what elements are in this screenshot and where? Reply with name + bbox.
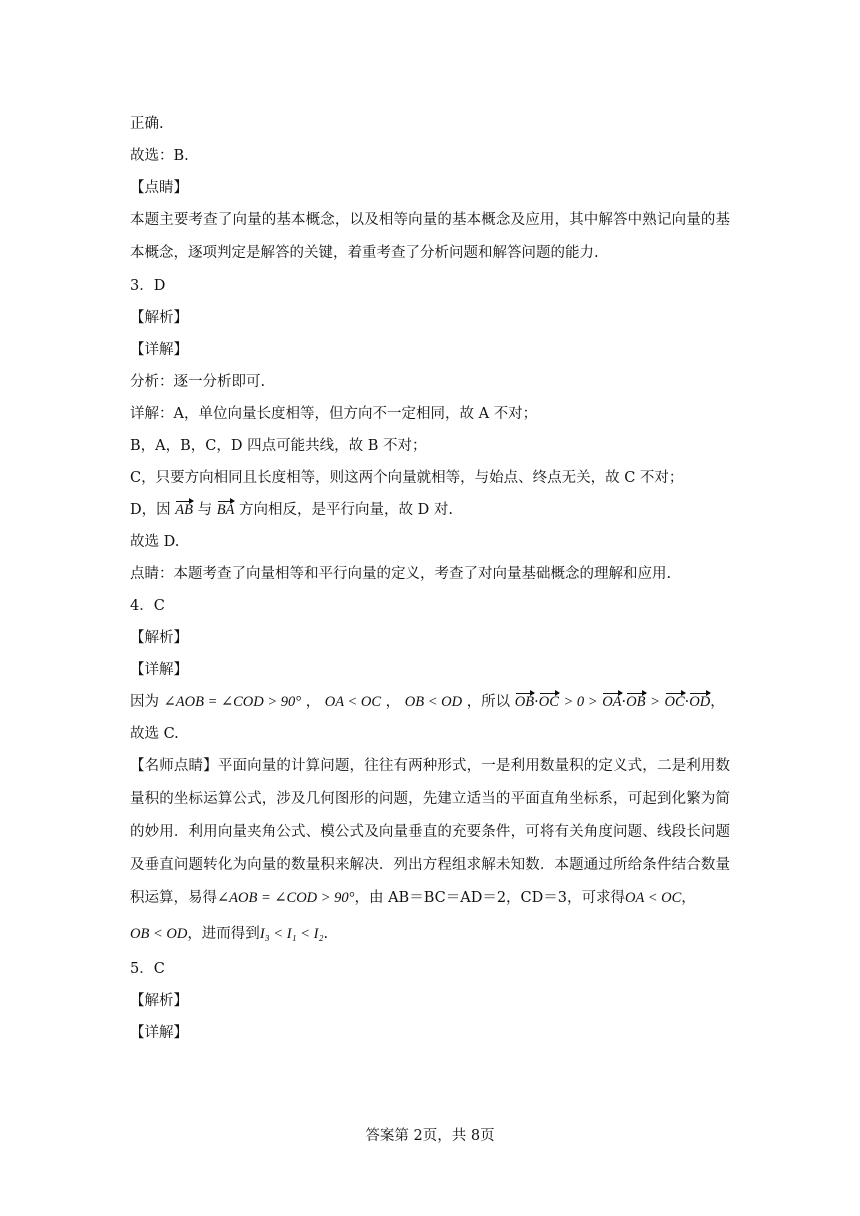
question-answer: 4．C bbox=[130, 598, 165, 614]
text-line: 故选：B. bbox=[130, 148, 189, 164]
vector-ba: BA bbox=[216, 502, 235, 518]
text-fragment: ，所以 bbox=[466, 694, 511, 710]
math-expression: ∠AOB = ∠COD > 90° bbox=[163, 694, 302, 710]
text-fragment: ，由 AB＝BC＝AD＝2，CD＝3，可求得 bbox=[354, 890, 625, 906]
text-fragment: 方向相反，是平行向量，故 D 对. bbox=[239, 502, 453, 518]
text-fragment: ， bbox=[710, 694, 725, 710]
section-heading: 【解析】 bbox=[130, 993, 188, 1009]
text-fragment: ，进而得到 bbox=[187, 926, 260, 942]
section-heading: 【详解】 bbox=[130, 1025, 188, 1041]
vector-ab: AB bbox=[175, 502, 193, 518]
text-line bbox=[130, 915, 730, 953]
vector-oc: OC bbox=[538, 694, 559, 710]
section-heading: 【点睛】 bbox=[130, 180, 188, 196]
section-heading: 【详解】 bbox=[130, 662, 188, 678]
paragraph: 本题主要考查了向量的基本概念，以及相等向量的基本概念及应用，其中解答中熟记向量的基本概念，逐项判定是解答的关键，着重考查了分析问题和解答问题的能力. bbox=[130, 212, 730, 261]
text-line: 故选 C. bbox=[130, 726, 179, 742]
text-fragment: ， bbox=[305, 694, 321, 710]
math-expression: > 0 > bbox=[563, 694, 598, 710]
text-line: 点睛：本题考查了向量相等和平行向量的定义，考查了对向量基础概念的理解和应用. bbox=[130, 566, 672, 582]
section-heading: 【解析】 bbox=[130, 310, 188, 326]
text-fragment: ， bbox=[385, 694, 401, 710]
text-line: 详解：A，单位向量长度相等，但方向不一定相同，故 A 不对； bbox=[130, 406, 538, 422]
text-fragment: 与 bbox=[197, 502, 213, 518]
text-line: 故选 D. bbox=[130, 534, 180, 550]
math-expression: OA < OC bbox=[324, 694, 382, 710]
page-footer: 答案第 2页，共 8页 bbox=[365, 1128, 495, 1144]
math-expression: ∠AOB = ∠COD > 90° bbox=[217, 890, 355, 906]
text-fragment: 因为 bbox=[130, 694, 159, 710]
vector-ob: OB bbox=[514, 694, 535, 710]
text-line: 正确. bbox=[130, 116, 164, 132]
math-expression: OB < OD bbox=[130, 926, 188, 942]
math-expression: > bbox=[650, 694, 660, 710]
text-line bbox=[130, 494, 730, 526]
text-line: B，A，B，C，D 四点可能共线，故 B 不对； bbox=[130, 438, 427, 454]
text-fragment: D，因 bbox=[130, 502, 171, 518]
paragraph bbox=[130, 750, 730, 915]
question-answer: 5．C bbox=[130, 961, 165, 977]
vector-ob: OB bbox=[626, 694, 646, 710]
vector-oa: OA bbox=[602, 694, 622, 710]
math-expression: I₃ < I₁ < I₂ bbox=[259, 926, 324, 942]
text-fragment: 【名师点睛】平面向量的计算问题，往往有两种形式，一是利用数量积的定义式，二是利用数量积的坐标运算公式，涉及几何图形的问题，先建立适当的平面直角坐标系，可起到化繁为简的妙用．利用向量夹角公式、模公式及向量垂直的充要条件，可将有关角度问题、线段长问题及垂直问题转化为向量的数量积来解决．列出方程组求解未知数．本题通过所给条件结合数量积运算，易得 bbox=[130, 758, 730, 906]
vector-od: OD bbox=[689, 694, 711, 710]
question-answer: 3．D bbox=[130, 278, 166, 294]
math-expression: OA < OC bbox=[625, 890, 682, 906]
section-heading: 【解析】 bbox=[130, 630, 188, 646]
text-fragment: ， bbox=[681, 890, 696, 906]
vector-oc: OC bbox=[664, 694, 685, 710]
text-fragment: . bbox=[323, 926, 329, 942]
section-heading: 【详解】 bbox=[130, 342, 188, 358]
answer-content bbox=[130, 108, 730, 1049]
math-expression: OB < OD bbox=[404, 694, 463, 710]
text-line: 分析：逐一分析即可. bbox=[130, 374, 266, 390]
text-line: 因为 ∠AOB = ∠COD > 90° ， OA < OC ， OB < OD ，所以 OB·OC > 0 > OA·OB > OC·OD， bbox=[130, 694, 725, 710]
text-line: C，只要方向相同且长度相等，则这两个向量就相等，与始点、终点无关，故 C 不对； bbox=[130, 470, 684, 486]
